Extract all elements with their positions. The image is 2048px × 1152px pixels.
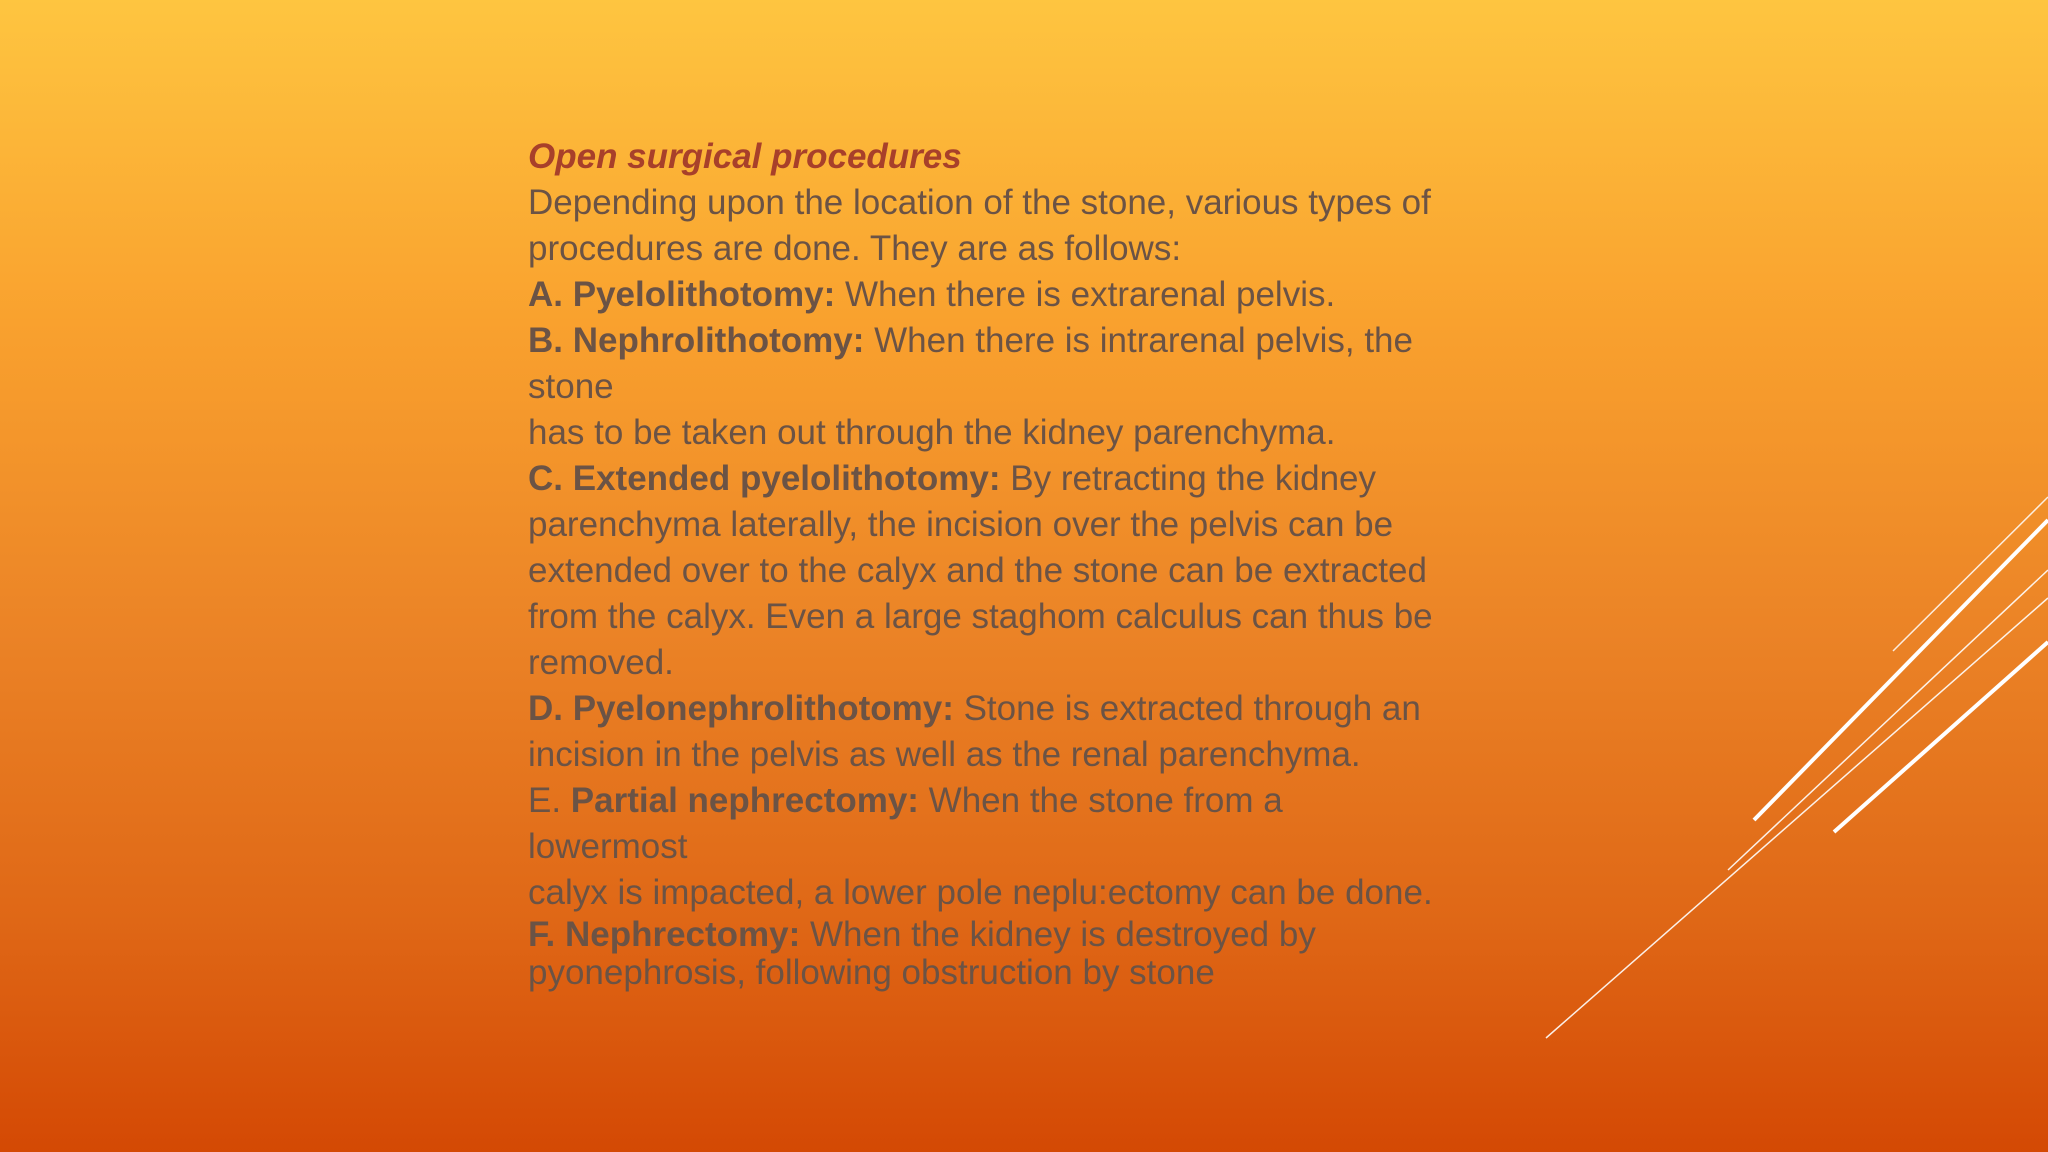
procedure-a-title: A. Pyelolithotomy: [528, 275, 836, 314]
text-line: pyonephrosis, following obstruction by stone [528, 953, 1215, 992]
slide-heading: Open surgical procedures [528, 137, 962, 176]
procedure-d-title: D. Pyelonephrolithotomy: [528, 689, 954, 728]
text-line: stone [528, 367, 614, 406]
procedure-e: E. Partial nephrectomy: When the stone from a [528, 781, 1283, 820]
procedure-d: D. Pyelonephrolithotomy: Stone is extracted through an [528, 689, 1421, 728]
procedure-e-title: Partial nephrectomy: [570, 781, 919, 820]
deco-line-3 [1728, 570, 2048, 870]
procedure-f: F. Nephrectomy: When the kidney is destroyed by [528, 915, 1316, 954]
procedure-f-title: F. Nephrectomy: [528, 915, 801, 954]
procedure-c: C. Extended pyelolithotomy: By retracting the kidney [528, 459, 1377, 498]
slide-text-body [528, 134, 1528, 992]
text-line: procedures are done. They are as follows: [528, 229, 1182, 268]
text-line: has to be taken out through the kidney parenchyma. [528, 413, 1336, 452]
deco-line-1 [1546, 598, 2048, 1038]
text-line: from the calyx. Even a large staghom calculus can thus be [528, 597, 1433, 636]
text-line: calyx is impacted, a lower pole neplu:ectomy can be done. [528, 873, 1433, 912]
text-line: incision in the pelvis as well as the renal parenchyma. [528, 735, 1361, 774]
text-line: removed. [528, 643, 674, 682]
text-line: parenchyma laterally, the incision over the pelvis can be [528, 505, 1394, 544]
deco-line-5 [1893, 497, 2048, 651]
text-line: extended over to the calyx and the stone can be extracted [528, 551, 1427, 590]
procedure-b-title: B. Nephrolithotomy: [528, 321, 865, 360]
procedure-c-title: C. Extended pyelolithotomy: [528, 459, 1001, 498]
procedure-b: B. Nephrolithotomy: When there is intrarenal pelvis, the [528, 321, 1413, 360]
procedure-a: A. Pyelolithotomy: When there is extrarenal pelvis. [528, 275, 1336, 314]
text-line: Depending upon the location of the stone, various types of [528, 183, 1431, 222]
text-line: lowermost [528, 827, 688, 866]
